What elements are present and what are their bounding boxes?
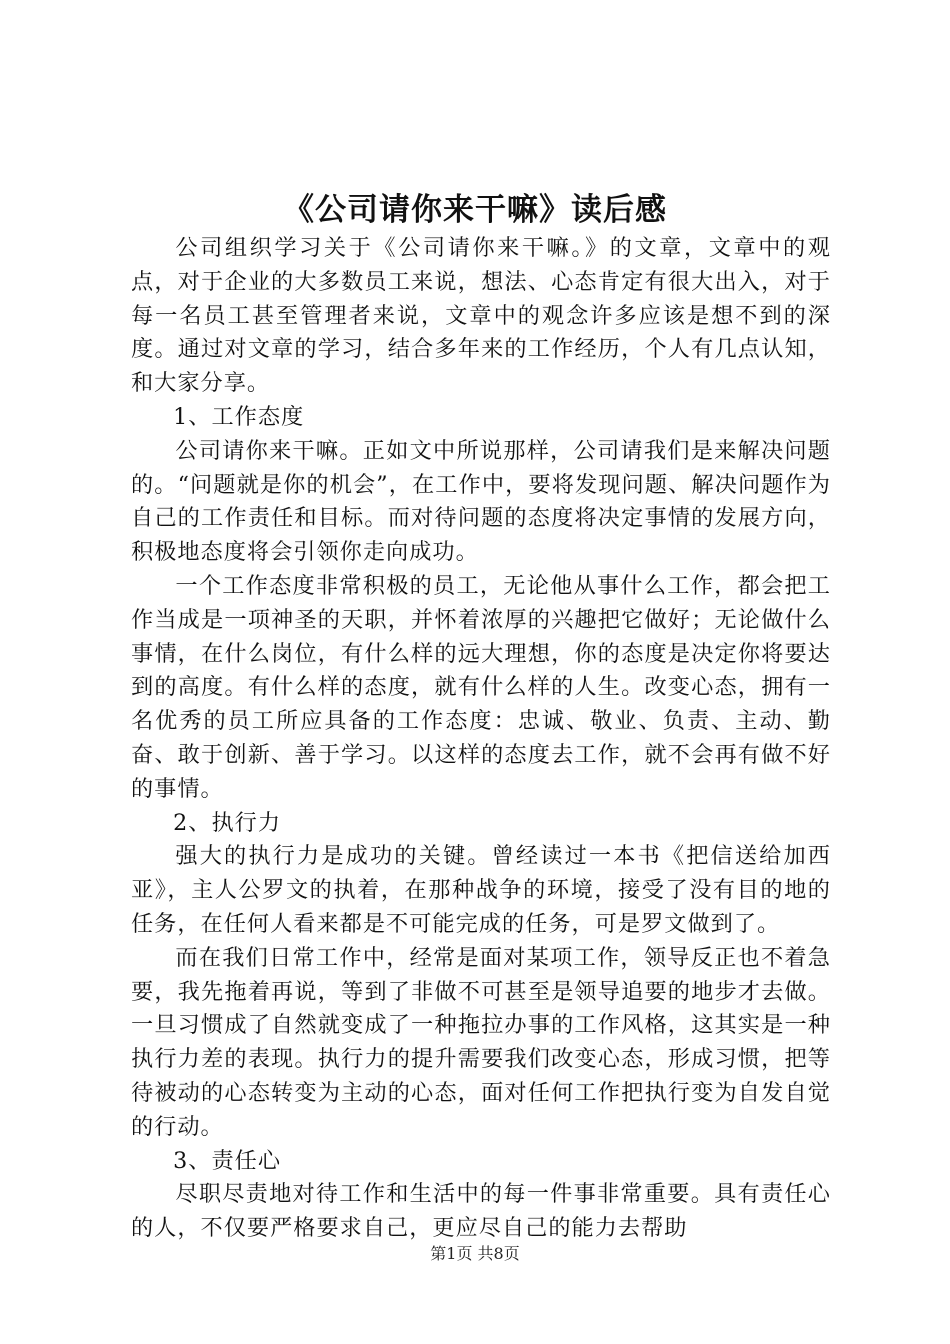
paragraph-work-attitude-1: 公司请你来干嘛。正如文中所说那样，公司请我们是来解决问题的。“问题就是你的机会”，在工作中，要将发现问题、解决问题作为自己的工作责任和目标。而对待问题的态度将决定事情的发展方向，积极地态度将会引领你走向成功。 [131,437,831,566]
document-title: 《公司请你来干嘛》读后感 [283,192,667,228]
section-heading-work-attitude: 1、工作态度 [173,403,305,430]
document-body [131,232,831,1246]
paragraph-execution-1: 强大的执行力是成功的关键。曾经读过一本书《把信送给加西亚》，主人公罗文的执着，在那种战争的环境，接受了没有目的地的任务，在任何人看来都是不可能完成的任务，可是罗文做到了。 [131,843,831,937]
page-footer: 第1页 共8页 [430,1244,520,1263]
paragraph-work-attitude-2: 一个工作态度非常积极的员工，无论他从事什么工作，都会把工作当成是一项神圣的天职，并怀着浓厚的兴趣把它做好；无论做什么事情，在什么岗位，有什么样的远大理想，你的态度是决定你将要达到的高度。有什么样的态度，就有什么样的人生。改变心态，拥有一名优秀的员工所应具备的工作态度：忠诚、敬业、负责、主动、勤奋、敢于创新、善于学习。以这样的态度去工作，就不会再有做不好的事情。 [131,572,831,802]
section-heading-responsibility: 3、责任心 [173,1147,282,1174]
paragraph-intro: 公司组织学习关于《公司请你来干嘛。》的文章，文章中的观点，对于企业的大多数员工来说，想法、心态肯定有很大出入，对于每一名员工甚至管理者来说，文章中的观念许多应该是想不到的深度。通过对文章的学习，结合多年来的工作经历，个人有几点认知，和大家分享。 [131,235,831,397]
paragraph-execution-2: 而在我们日常工作中，经常是面对某项工作，领导反正也不着急要，我先拖着再说，等到了非做不可甚至是领导追要的地步才去做。一旦习惯成了自然就变成了一种拖拉办事的工作风格，这其实是一种执行力差的表现。执行力的提升需要我们改变心态，形成习惯，把等待被动的心态转变为主动的心态，面对任何工作把执行变为自发自觉的行动。 [131,944,831,1140]
paragraph-responsibility-1: 尽职尽责地对待工作和生活中的每一件事非常重要。具有责任心的人，不仅要严格要求自己，更应尽自己的能力去帮助 [131,1181,831,1242]
section-heading-execution: 2、执行力 [173,809,282,836]
